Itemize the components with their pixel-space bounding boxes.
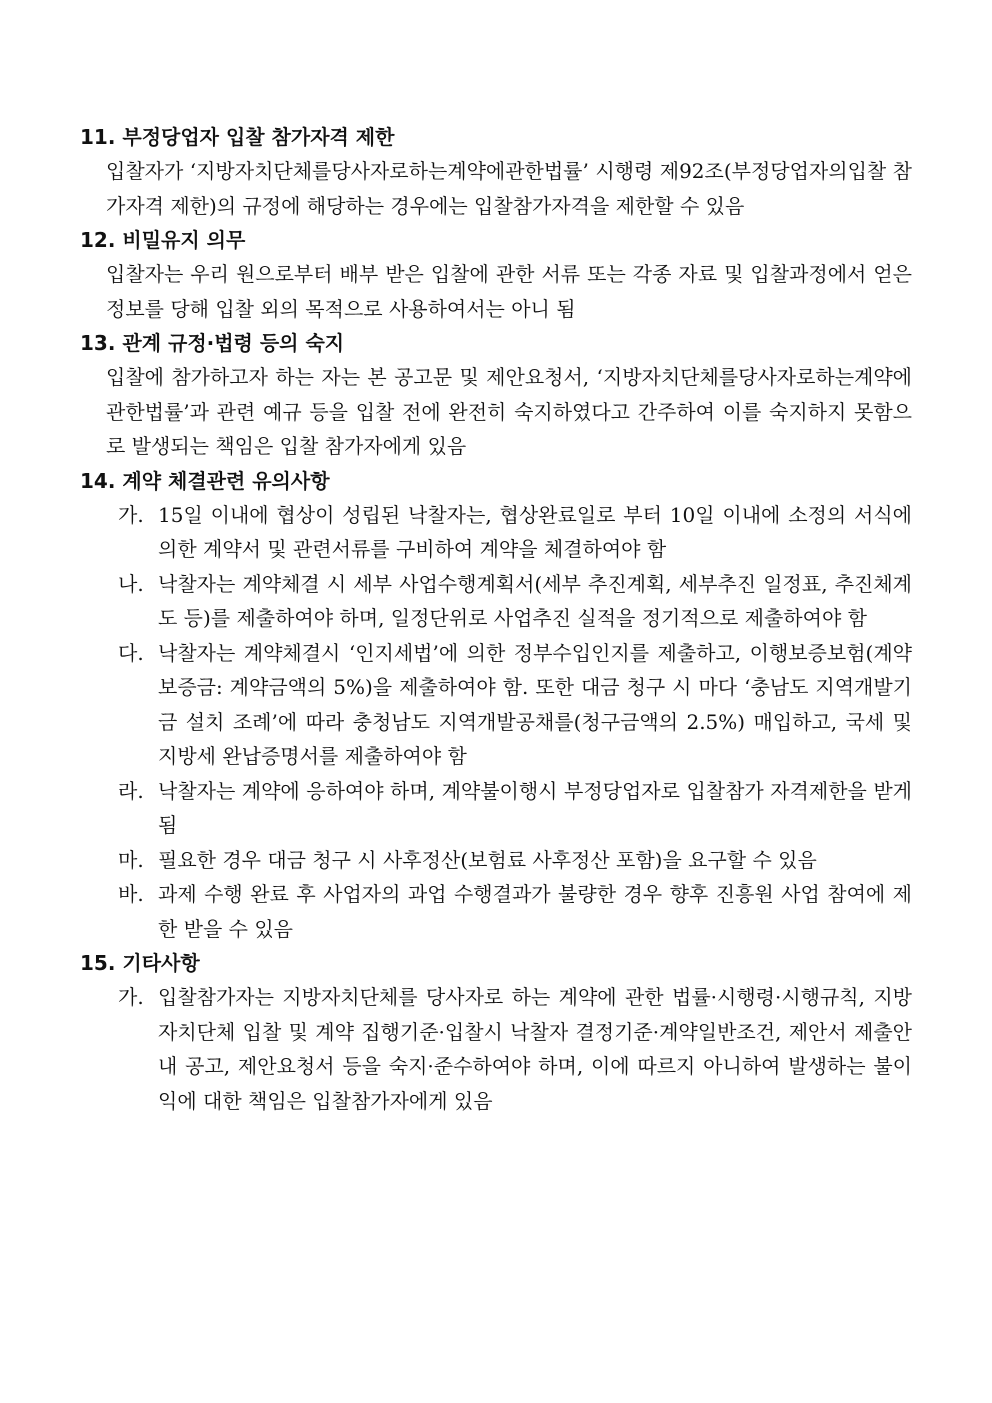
section-heading: 13. 관계 규정·법령 등의 숙지 [80, 331, 345, 355]
list-item-text: 15일 이내에 협상이 성립된 낙찰자는, 협상완료일로 부터 10일 이내에 소정의 서식에 의한 계약서 및 관련서류를 구비하여 계약을 체결하여야 함 [158, 502, 912, 561]
list-marker: 마. [118, 847, 144, 872]
list-item [118, 498, 912, 567]
list-item-text: 낙찰자는 계약에 응하여야 하며, 계약불이행시 부정당업자로 입찰참가 자격제한을 받게 됨 [158, 778, 912, 837]
list-item [118, 636, 912, 774]
section-heading: 15. 기타사항 [80, 951, 200, 975]
section-paragraph: 입찰자가 ‘지방자치단체를당사자로하는계약에관한법률’ 시행령 제92조(부정당업자의입찰 참가자격 제한)의 규정에 해당하는 경우에는 입찰참가자격을 제한할 수 있음 [106, 159, 912, 218]
list-marker: 나. [118, 571, 144, 596]
section-15 [80, 946, 912, 1118]
list-marker: 바. [118, 882, 144, 906]
section-heading: 14. 계약 체결관련 유의사항 [80, 468, 330, 493]
list-item [118, 843, 912, 878]
section-12 [80, 223, 912, 326]
list-marker: 가. [118, 985, 144, 1009]
list-item-text: 낙찰자는 계약체결 시 세부 사업수행계획서(세부 추진계획, 세부추진 일정표, 추진체계도 등)를 제출하여야 하며, 일정단위로 사업추진 실적을 정기적으로 제출하여야 함 [158, 571, 912, 630]
section-14 [80, 464, 912, 947]
section-paragraph: 입찰자는 우리 원으로부터 배부 받은 입찰에 관한 서류 또는 각종 자료 및 입찰과정에서 얻은 정보를 당해 입찰 외의 목적으로 사용하여서는 아니 됨 [106, 262, 912, 321]
list-item-text: 낙찰자는 계약체결시 ‘인지세법’에 의한 정부수입인지를 제출하고, 이행보증보험(계약보증금: 계약금액의 5%)을 제출하여야 함. 또한 대금 청구 시 마다 ‘충남도 지역개발기금 설치 조례’에 따라 충청남도 지역개발공채를(청구금액의 2.5%) 매입하고, 국세 및 지방세 완납증명서를 제출하여야 함 [158, 640, 912, 768]
list-item [118, 774, 912, 843]
list-item [118, 877, 912, 946]
list-item [118, 567, 912, 636]
list-item-text: 필요한 경우 대금 청구 시 사후정산(보험료 사후정산 포함)을 요구할 수 있음 [158, 847, 817, 872]
section-heading: 12. 비밀유지 의무 [80, 228, 246, 252]
section-11 [80, 120, 912, 223]
list-item [118, 980, 912, 1118]
list-marker: 다. [118, 640, 144, 665]
list-item-text: 입찰참가자는 지방자치단체를 당사자로 하는 계약에 관한 법률·시행령·시행규칙, 지방자치단체 입찰 및 계약 집행기준·입찰시 낙찰자 결정기준·계약일반조건, 제안서 제출안내 공고, 제안요청서 등을 숙지·준수하여야 하며, 이에 따르지 아니하여 발생하는 불이익에 대한 책임은 입찰참가자에게 있음 [158, 985, 912, 1113]
list-marker: 가. [118, 502, 144, 527]
list-item-text: 과제 수행 완료 후 사업자의 과업 수행결과가 불량한 경우 향후 진흥원 사업 참여에 제한 받을 수 있음 [158, 882, 912, 941]
section-paragraph: 입찰에 참가하고자 하는 자는 본 공고문 및 제안요청서, ‘지방자치단체를당사자로하는계약에관한법률’과 관련 예규 등을 입찰 전에 완전히 숙지하였다고 간주하여 이를 숙지하지 못함으로 발생되는 책임은 입찰 참가자에게 있음 [106, 365, 912, 458]
list-marker: 라. [118, 778, 144, 803]
section-heading: 11. 부정당업자 입찰 참가자격 제한 [80, 125, 395, 149]
section-13 [80, 326, 912, 464]
